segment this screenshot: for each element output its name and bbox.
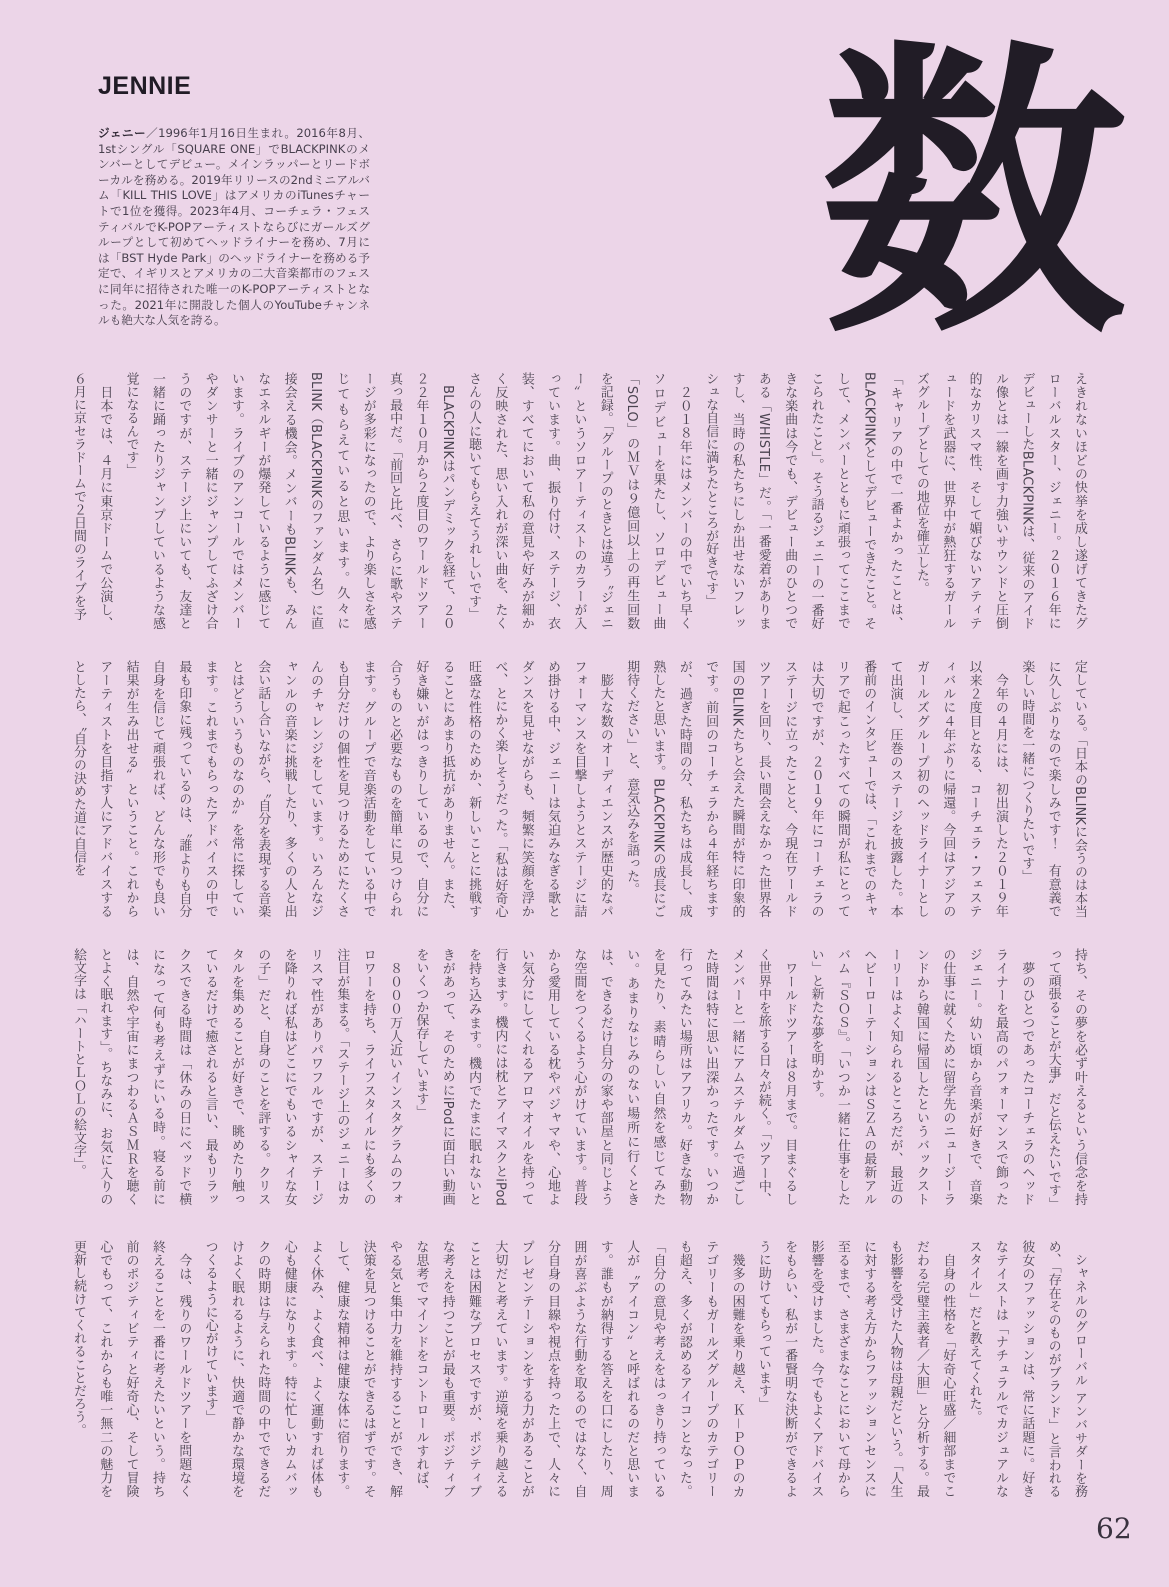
article-paragraph: 定している。「日本のBLINKに会うのは本当に久しぶりなので楽しみです！ 有意義で楽しい時間を一緒につくりたいです」 xyxy=(1019,660,1087,918)
article-text-band-2 xyxy=(64,660,1092,918)
article-paragraph: 幾多の困難を乗り越え、Ｋ－ＰＯＰのカテゴリーもガールズグループのカテゴリーも超え、多くが認めるアイコンとなった。「自分の意見や考えをはっきり持っている人が〝アイコン〟と呼ばれるのだと思います。誰もが納得する答えを口にしたり、周囲が喜ぶような行動を取るのではなく、自分自身の目線や視点を持った上で、人々にプレゼンテーションをする力があることが大切だと考えています。逆境を乗り越えることは困難なプロセスですが、ポジティブな考えを持つことが最も重要。ポジティブな思考でマインドをコントロールすれば、やる気と集中力を維持することができ、解決策を見つけることができるはずです。そして、健康な精神は健康な体に宿ります。よく休み、よく食べ、よく運動すれば体も心も健康になります。特に忙しいカムバックの時期は与えられた時間の中でできるだけよく眠れるように、快適で静かな環境をつくるように心がけています」 xyxy=(202,1240,745,1498)
profile-bio-name: ジェニー xyxy=(98,126,147,140)
profile-bio xyxy=(98,126,370,329)
article-paragraph: 日本では、４月に東京ドームで公演し、６月に京セラドームで２日間のライブを予 xyxy=(70,372,113,630)
article-paragraph: 「キャリアの中で一番よかったことは、BLACKPINKとしてデビューできたこと。そして、メンバーとともに頑張ってここまでこられたこと」。そう語るジェニーの一番好きな楽曲は今でも、デビュー曲のひとつである「WHISTLE」だ。「一番愛着がありますし、当時の私たちにしか出せないフレッシュな自信に満ちたところが好きです」 xyxy=(703,372,903,630)
drop-cap-kanji: 数 xyxy=(821,18,1127,374)
article-paragraph: BLACKPINKはパンデミックを経て、２０２２年１０月から２度目のワールドツアー真っ最中だ。「前回と比べ、さらに歌やステージが多彩になったので、より楽しさを感じてもらえていると思います。久々にBLINK（BLACKPINKのファンダム名）に直接会える機会。メンバーもBLINKも、みんなエネルギーが爆発しているように感じています。ライブのアンコールではメンバーやダンサーと一緒にジャンプしてふざけ合うのですが、ステージ上にいても、友達と一緒に踊ったりジャンプしているような感覚になるんです」 xyxy=(123,372,455,630)
profile-bio-text: ／1996年1月16日生まれ。2016年8月、1stシングル「SQUARE ONE」でBLACKPINKのメンバーとしてデビュー。メインラッパーとリードボーカルを務める。2019年リリースの2ndミニアルバム「KILL THIS LOVE」はアメリカのiTunesチャートで1位を獲得。2023年4月、コーチェラ・フェスティバルでK-POPアーティストならびにガールズグループとして初めてヘッドライナーを務め、7月には「BST Hyde Park」のヘッドライナーを務める予定で、イギリスとアメリカの二大音楽都市のフェスに同年に招待された唯一のK-POPアーティストとなった。2021年に開設した個人のYouTubeチャンネルも絶大な人気を誇る。 xyxy=(98,126,370,328)
article-text-band-4 xyxy=(64,1240,1092,1498)
page-number: 62 xyxy=(1096,1512,1132,1545)
article-paragraph: 膨大な数のオーディエンスが歴史的なパフォーマンスを目撃しようとステージに詰め掛ける中、ジェニーは気迫みなぎる歌とダンスを見せながらも、頻繁に笑顔を浮かべ、とにかく楽しそうだった。「私は好奇心旺盛な性格のためか、新しいことに挑戦することにあまり抵抗がありません。また、好き嫌いがはっきりしているので、自分に合うものと必要なものを簡単に見つけられます。グループで音楽活動をしている中でも自分だけの個性を見つけるためにたくさんのチャレンジをしています。いろんなジャンルの音楽に挑戦したり、多くの人と出会い話し合いながら、〝自分を表現する音楽とはどういうものなのか〟を常に探しています。これまでもらったアドバイスの中で最も印象に残っているのは、〝誰よりも自分自身を信じて頑張れば、どんな形でも良い結果が生み出せる〟ということ。これからアーティストを目指す人にアドバイスするとしたら、〝自分の決めた道に自信を xyxy=(70,660,613,918)
page-title: JENNIE xyxy=(98,72,192,100)
article-paragraph: 夢のひとつであったコーチェラのヘッドライナーを最高のパフォーマンスで飾ったジェニー。幼い頃から音楽が好きで、音楽の仕事に就くために留学先のニュージーランドから韓国に帰国したというバックストーリーはよく知られるところだが、最近のヘビーローテーションはＳＺＡの最新アルバム『ＳＯＳ』。「いつか一緒に仕事をしたい」と新たな夢を明かす。 xyxy=(808,948,1035,1206)
article-paragraph: ワールドツアーは８月まで。目まぐるしく世界中を旅する日々が続く。「ツアー中、メンバーと一緒にアムステルダムで過ごした時間は特に思い出深かったです。いつか行ってみたい場所はアフリカ。好きな動物を見たり、素晴らしい自然を感じてみたい。あまりなじみのない場所に行くときは、できるだけ自分の家や部屋と同じような空間をつくるよう心がけています。普段から愛用している枕やパジャマや、心地よい気分にしてくれるアロマオイルを持って行きます。機内には枕とアイマスクとiPodを持ち込みます。機内でたまに眠れないときがあって、そのためにiPodに面白い動画をいくつか保存しています」 xyxy=(413,948,798,1206)
article-text-band-3 xyxy=(64,948,1092,1210)
article-paragraph: ２０１８年にはメンバーの中でいち早くソロデビューを果たし、ソロデビュー曲「SOLO」のＭＶは９億回以上の再生回数を記録。「グループのときとは違う〝ジェニー〟というソロアーティストのカラーが入っています。曲、振り付け、ステージ、衣装、すべてにおいて私の意見や好みが細かく反映された、思い入れが深い曲を、たくさんの人に聴いてもらえてうれしいです」 xyxy=(466,372,692,630)
article-paragraph: 今は、残りのワールドツアーを問題なく終えることを一番に考えたいという。持ち前のポジティビティと好奇心、そして冒険心でもって、これからも唯一無二の魅力を更新し続けてくれることだろう。 xyxy=(70,1240,192,1498)
article-paragraph: えきれないほどの快挙を成し遂げてきたグローバルスター、ジェニー。２０１６年にデビューしたBLACKPINKは、従来のアイドル像とは一線を画す力強いサウンドと圧倒的なカリスマ性、そして媚びないアティテュードを武器に、世界中が熱狂するガールズグループとしての地位を確立した。 xyxy=(913,372,1087,630)
article-paragraph: 自身の性格を「好奇心旺盛／細部までこだわる完璧主義者／大胆」と分析する。最も影響を受けた人物は母親だという。「人生に対する考え方からファッションセンスに至るまで、さまざまなことにおいて母から影響を受けました。今でもよくアドバイスをもらい、私が一番賢明な決断ができるように助けてもらっています」 xyxy=(755,1240,956,1498)
article-paragraph: 今年の４月には、初出演した２０１９年以来２度目となる、コーチェラ・フェスティバルに４年ぶりに帰還。今回はアジアのガールズグループ初のヘッドライナーとして出演し、圧巻のステージを披露した。本番前のインタビューでは、「これまでのキャリアで起こったすべての瞬間が私にとっては大切ですが、２０１９年にコーチェラのステージに立ったことと、今現在ワールドツアーを回り、長い間会えなかった世界各国のBLINKたちと会えた瞬間が特に印象的です。前回のコーチェラから４年経ちますが、過ぎた時間の分、私たちは成長し、成熟したと思います。BLACKPINKの成長にご期待ください」と、意気込みを語った。 xyxy=(624,660,1008,918)
article-paragraph: ８０００万人近いインスタグラムのフォロワーを持ち、ライフスタイルにも多くの注目が集まる。「ステージ上のジェニーはカリスマ性がありパワフルですが、ステージを降りれば私はどこにでもいるシャイな女の子」だと、自身のことを評する。クリスタルを集めることが好きで、眺めたり触っているだけで癒されると言い、最もリラックスできる時間は「休みの日にベッドで横になって何も考えずにいる時。寝る前には、自然や宇宙にまつわるＡＳＭＲを聴くとよく眠れます」。ちなみに、お気に入りの絵文字は「ハートとＬＯＬの絵文字」。 xyxy=(70,948,403,1206)
article-paragraph: シャネルのグローバル アンバサダーを務め、「存在そのものがブランド」と言われる彼女のファッションは、常に話題に。好きなテイストは「ナチュラルでカジュアルなスタイル」だと教えてくれた。 xyxy=(966,1240,1087,1498)
article-paragraph: 持ち、その夢を必ず叶えるという信念を持って頑張ることが大事〟だと伝えたいです」 xyxy=(1045,948,1087,1210)
article-text-band-1 xyxy=(64,372,1092,630)
